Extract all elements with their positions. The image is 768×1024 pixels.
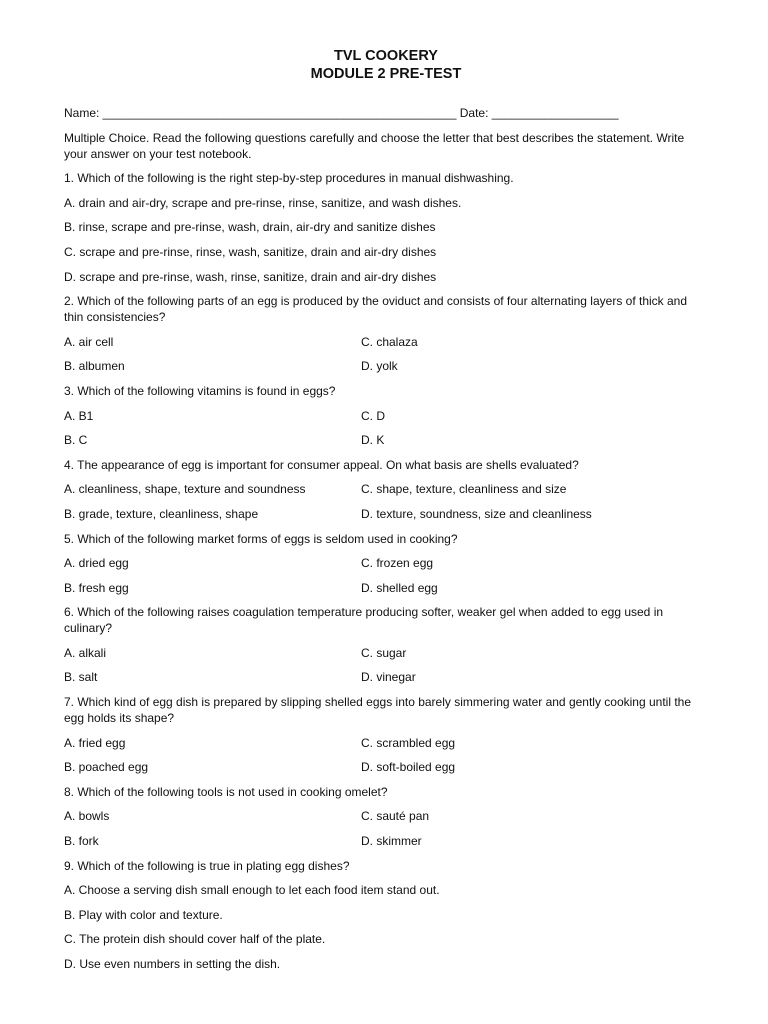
document-title: TVL COOKERY — [334, 48, 438, 64]
instructions: Multiple Choice. Read the following questions carefully and choose the letter that best describes the statement. Write your answer on your test notebook. — [64, 130, 688, 161]
question-8-choice-d: D. skimmer — [361, 834, 422, 849]
question-9-choice-b: B. Play with color and texture. — [64, 907, 223, 922]
question-7-choice-c: C. scrambled egg — [361, 735, 456, 750]
question-1-choice-c: C. scrape and pre-rinse, rinse, wash, sanitize, drain and air-dry dishes — [64, 244, 437, 259]
question-9-choice-a: A. Choose a serving dish small enough to let each food item stand out. — [64, 883, 440, 898]
question-7-choice-a: A. fried egg — [64, 735, 126, 750]
question-2-stem: 2. Which of the following parts of an egg is produced by the oviduct and consists of four alternating layers of thick and thin consistencies? — [64, 294, 691, 325]
question-7-choices-row-2 — [64, 759, 708, 775]
question-5-choices-row-2 — [64, 580, 708, 596]
question-2-choice-c: C. chalaza — [361, 334, 418, 349]
question-6-choice-d: D. vinegar — [361, 670, 416, 685]
question-6-choice-a: A. alkali — [64, 645, 107, 660]
question-6-choice-c: C. sugar — [361, 645, 407, 660]
question-5-choice-a: A. dried egg — [64, 556, 129, 571]
question-6-stem: 6. Which of the following raises coagulation temperature producing softer, weaker gel when added to egg used in culinary? — [64, 605, 667, 636]
question-4-choice-a: A. cleanliness, shape, texture and soundness — [64, 482, 306, 497]
question-1-choice-a: A. drain and air-dry, scrape and pre-rinse, rinse, sanitize, and wash dishes. — [64, 195, 462, 210]
question-1-choice-b: B. rinse, scrape and pre-rinse, wash, drain, air-dry and sanitize dishes — [64, 220, 436, 235]
document-subtitle: MODULE 2 PRE-TEST — [310, 66, 462, 82]
question-3-choices-row-1 — [64, 408, 708, 424]
question-4-stem: 4. The appearance of egg is important for consumer appeal. On what basis are shells evaluated? — [64, 457, 579, 472]
question-5-stem: 5. Which of the following market forms of eggs is seldom used in cooking? — [64, 531, 458, 546]
question-8-choices-row-1 — [64, 808, 708, 824]
question-8-choice-a: A. bowls — [64, 809, 110, 824]
question-2-choices-row-1 — [64, 334, 708, 350]
question-7-choices-row-1 — [64, 735, 708, 751]
question-8-stem: 8. Which of the following tools is not used in cooking omelet? — [64, 784, 388, 799]
question-3-choices-row-2 — [64, 432, 708, 448]
question-2-choice-d: D. yolk — [361, 359, 398, 374]
question-4-choices-row-1 — [64, 481, 708, 497]
question-7-choice-b: B. poached egg — [64, 760, 149, 775]
question-5-choice-c: C. frozen egg — [361, 556, 434, 571]
question-4-choice-d: D. texture, soundness, size and cleanliness — [361, 506, 592, 521]
question-3-choice-d: D. K — [361, 433, 385, 448]
question-8-choice-b: B. fork — [64, 834, 99, 849]
question-2-choice-b: B. albumen — [64, 359, 125, 374]
question-6-choices-row-1 — [64, 645, 708, 661]
question-3-choice-c: C. D — [361, 408, 385, 423]
question-6-choices-row-2 — [64, 669, 708, 685]
name-date-line: Name: _____________________________________________________ Date: ___________________ — [64, 106, 619, 120]
question-3-stem: 3. Which of the following vitamins is found in eggs? — [64, 383, 336, 398]
question-4-choice-b: B. grade, texture, cleanliness, shape — [64, 506, 259, 521]
question-1-choice-d: D. scrape and pre-rinse, wash, rinse, sanitize, drain and air-dry dishes — [64, 269, 437, 284]
question-9-choice-c: C. The protein dish should cover half of the plate. — [64, 932, 326, 947]
question-2-choices-row-2 — [64, 358, 708, 374]
question-4-choice-c: C. shape, texture, cleanliness and size — [361, 482, 567, 497]
question-1-stem: 1. Which of the following is the right step-by-step procedures in manual dishwashing. — [64, 171, 514, 186]
question-5-choice-b: B. fresh egg — [64, 580, 129, 595]
question-5-choices-row-1 — [64, 555, 708, 571]
question-6-choice-b: B. salt — [64, 670, 98, 685]
question-9-stem: 9. Which of the following is true in plating egg dishes? — [64, 858, 350, 873]
question-3-choice-b: B. C — [64, 433, 88, 448]
question-7-stem: 7. Which kind of egg dish is prepared by slipping shelled eggs into barely simmering water and gently cooking until the egg holds its shape? — [64, 695, 695, 726]
question-9-choice-d: D. Use even numbers in setting the dish. — [64, 957, 281, 971]
title-block — [64, 47, 708, 83]
question-2-choice-a: A. air cell — [64, 334, 114, 349]
question-4-choices-row-2 — [64, 506, 708, 522]
question-3-choice-a: A. B1 — [64, 408, 94, 423]
question-8-choices-row-2 — [64, 833, 708, 849]
question-5-choice-d: D. shelled egg — [361, 580, 438, 595]
question-8-choice-c: C. sauté pan — [361, 809, 430, 824]
question-7-choice-d: D. soft-boiled egg — [361, 760, 456, 775]
